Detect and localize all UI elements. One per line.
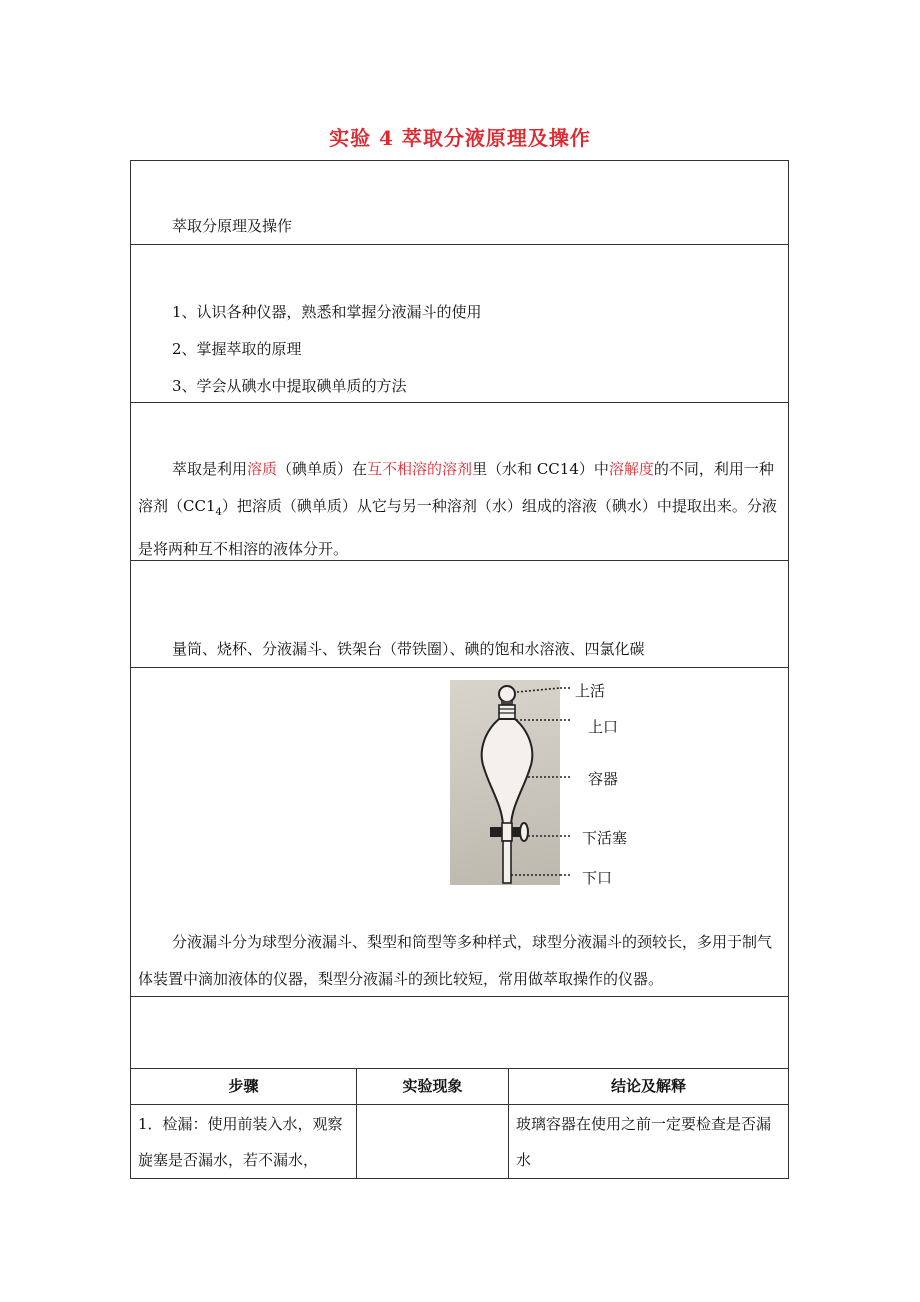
conclusion-cell: 玻璃容器在使用之前一定要检查是否漏水	[516, 1115, 772, 1169]
header-step: 步骤	[228, 1077, 259, 1095]
label-vessel: 容器	[588, 770, 619, 788]
row-divider	[130, 1068, 789, 1069]
page-title: 实验 4 萃取分液原理及操作	[329, 126, 591, 150]
experiment-name: 萃取分原理及操作	[172, 217, 293, 235]
principle-text: ）把溶质（碘单质）从它与另一种溶剂（水）组成的溶液（碘水）中提取出来。分液是将两种互不相溶的液体分开。	[138, 497, 777, 558]
objective-item: 2、掌握萃取的原理	[172, 340, 302, 358]
principle-text: 里（水和 CC14）中	[472, 460, 609, 478]
step-cell: 1．检漏：使用前装入水，观察旋塞是否漏水，若不漏水，	[138, 1115, 343, 1169]
materials-list: 量筒、烧杯、分液漏斗、铁架台（带铁圈）、碘的饱和水溶液、四氯化碳	[172, 640, 645, 658]
principle-text: 的不同，利用一种溶剂（CC1	[138, 460, 774, 515]
principle-text: 萃取是利用	[172, 460, 248, 478]
header-conclusion: 结论及解释	[610, 1077, 686, 1095]
label-top-mouth: 上口	[588, 718, 619, 736]
label-stopcock: 下活塞	[582, 829, 628, 847]
label-stopper: 上活	[575, 682, 606, 700]
separatory-funnel-icon	[450, 680, 560, 885]
objective-item: 1、认识各种仪器，熟悉和掌握分液漏斗的使用	[172, 303, 482, 321]
objective-item: 3、学会从碘水中提取碘单质的方法	[172, 377, 407, 395]
funnel-description: 分液漏斗分为球型分液漏斗、梨型和筒型等多种样式，球型分液漏斗的颈较长，多用于制气体装置中滴加液体的仪器，梨型分液漏斗的颈比较短，常用做萃取操作的仪器。	[138, 933, 773, 988]
header-phenomenon: 实验现象	[402, 1077, 463, 1095]
principle-paragraph	[138, 451, 778, 568]
keyword-solute: 溶质	[247, 460, 278, 478]
subscript: 4	[215, 507, 222, 518]
row-divider	[130, 1104, 789, 1105]
principle-text: （碘单质）在	[277, 460, 368, 478]
label-bottom-mouth: 下口	[582, 869, 613, 887]
keyword-solubility: 溶解度	[608, 460, 654, 478]
leader-lines	[560, 680, 574, 885]
keyword-immiscible-solvent: 互不相溶的溶剂	[367, 460, 473, 478]
